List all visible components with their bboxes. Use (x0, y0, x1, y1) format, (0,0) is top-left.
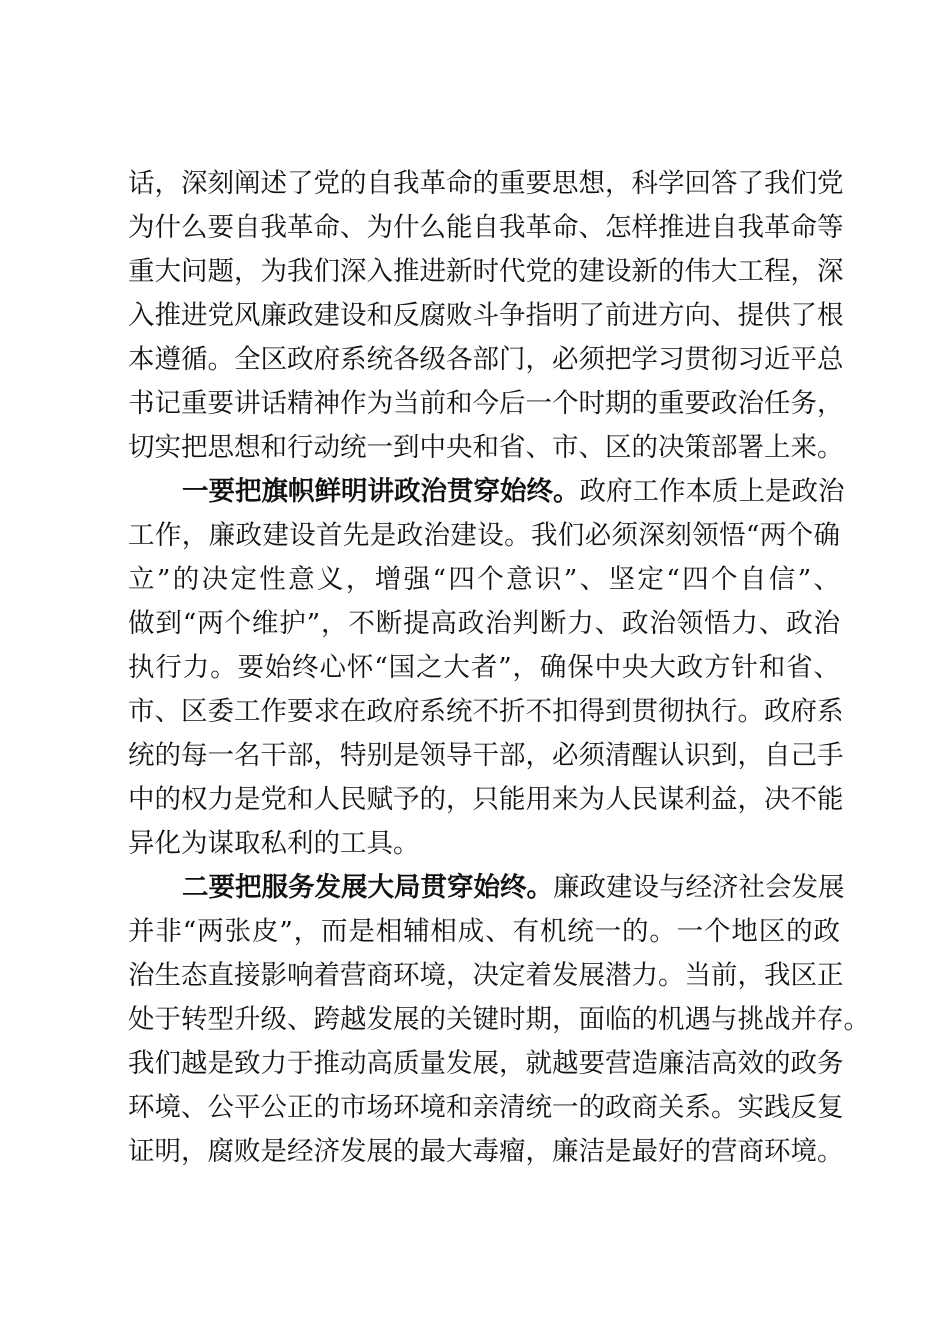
paragraph-3-line-5: 我们越是致力于推动高质量发展，就越要营造廉洁高效的政务 (128, 1048, 844, 1079)
paragraph-2-heading: 一要把旗帜鲜明讲政治贯穿始终。 (182, 476, 580, 507)
paragraph-3-line-7: 证明，腐败是经济发展的最大毒瘤，廉洁是最好的营商环境。 (128, 1136, 844, 1167)
paragraph-3-heading: 二要把服务发展大局贯穿始终。 (182, 872, 553, 903)
paragraph-2-line-1 (128, 470, 845, 514)
paragraph-3-line-6: 环境、公平公正的市场环境和亲清统一的政商关系。实践反复 (128, 1092, 844, 1123)
paragraph-3-line-3: 治生态直接影响着营商环境，决定着发展潜力。当前，我区正 (128, 960, 844, 991)
paragraph-2-line-9: 异化为谋取私利的工具。 (128, 828, 420, 859)
paragraph-2-line-7: 统的每一名干部，特别是领导干部，必须清醒认识到，自己手 (128, 740, 844, 771)
paragraph-2-line-4: 做到“两个维护”，不断提高政治判断力、政治领悟力、政治 (128, 608, 840, 639)
paragraph-1-line-2: 为什么要自我革命、为什么能自我革命、怎样推进自我革命等 (128, 212, 844, 243)
paragraph-1-line-6: 书记重要讲话精神作为当前和今后一个时期的重要政治任务， (128, 388, 844, 419)
paragraph-1-line-4: 入推进党风廉政建设和反腐败斗争指明了前进方向、提供了根 (128, 300, 844, 331)
paragraph-3-first-line-text: 廉政建设与经济社会发展 (553, 872, 845, 903)
paragraph-1-line-5: 本遵循。全区政府系统各级各部门，必须把学习贯彻习近平总 (128, 344, 844, 375)
paragraph-2-first-line-text: 政府工作本质上是政治 (579, 476, 845, 507)
paragraph-2-line-3: 立”的决定性意义，增强“四个意识”、坚定“四个自信”、 (128, 564, 840, 595)
paragraph-3-line-2: 并非“两张皮”，而是相辅相成、有机统一的。一个地区的政 (128, 916, 840, 947)
paragraph-1-line-3: 重大问题，为我们深入推进新时代党的建设新的伟大工程，深 (128, 256, 844, 287)
paragraph-1-line-1: 话，深刻阐述了党的自我革命的重要思想，科学回答了我们党 (128, 168, 844, 199)
paragraph-1-line-7: 切实把思想和行动统一到中央和省、市、区的决策部署上来。 (128, 432, 844, 463)
paragraph-2-line-5: 执行力。要始终心怀“国之大者”，确保中央大政方针和省、 (128, 652, 840, 683)
paragraph-2-line-6: 市、区委工作要求在政府系统不折不扣得到贯彻执行。政府系 (128, 696, 844, 727)
paragraph-2-line-8: 中的权力是党和人民赋予的，只能用来为人民谋利益，决不能 (128, 784, 844, 815)
paragraph-3-line-1 (128, 866, 845, 910)
paragraph-2-line-2: 工作，廉政建设首先是政治建设。我们必须深刻领悟“两个确 (128, 520, 840, 551)
paragraph-3-line-4: 处于转型升级、跨越发展的关键时期，面临的机遇与挑战并存。 (128, 1004, 870, 1035)
